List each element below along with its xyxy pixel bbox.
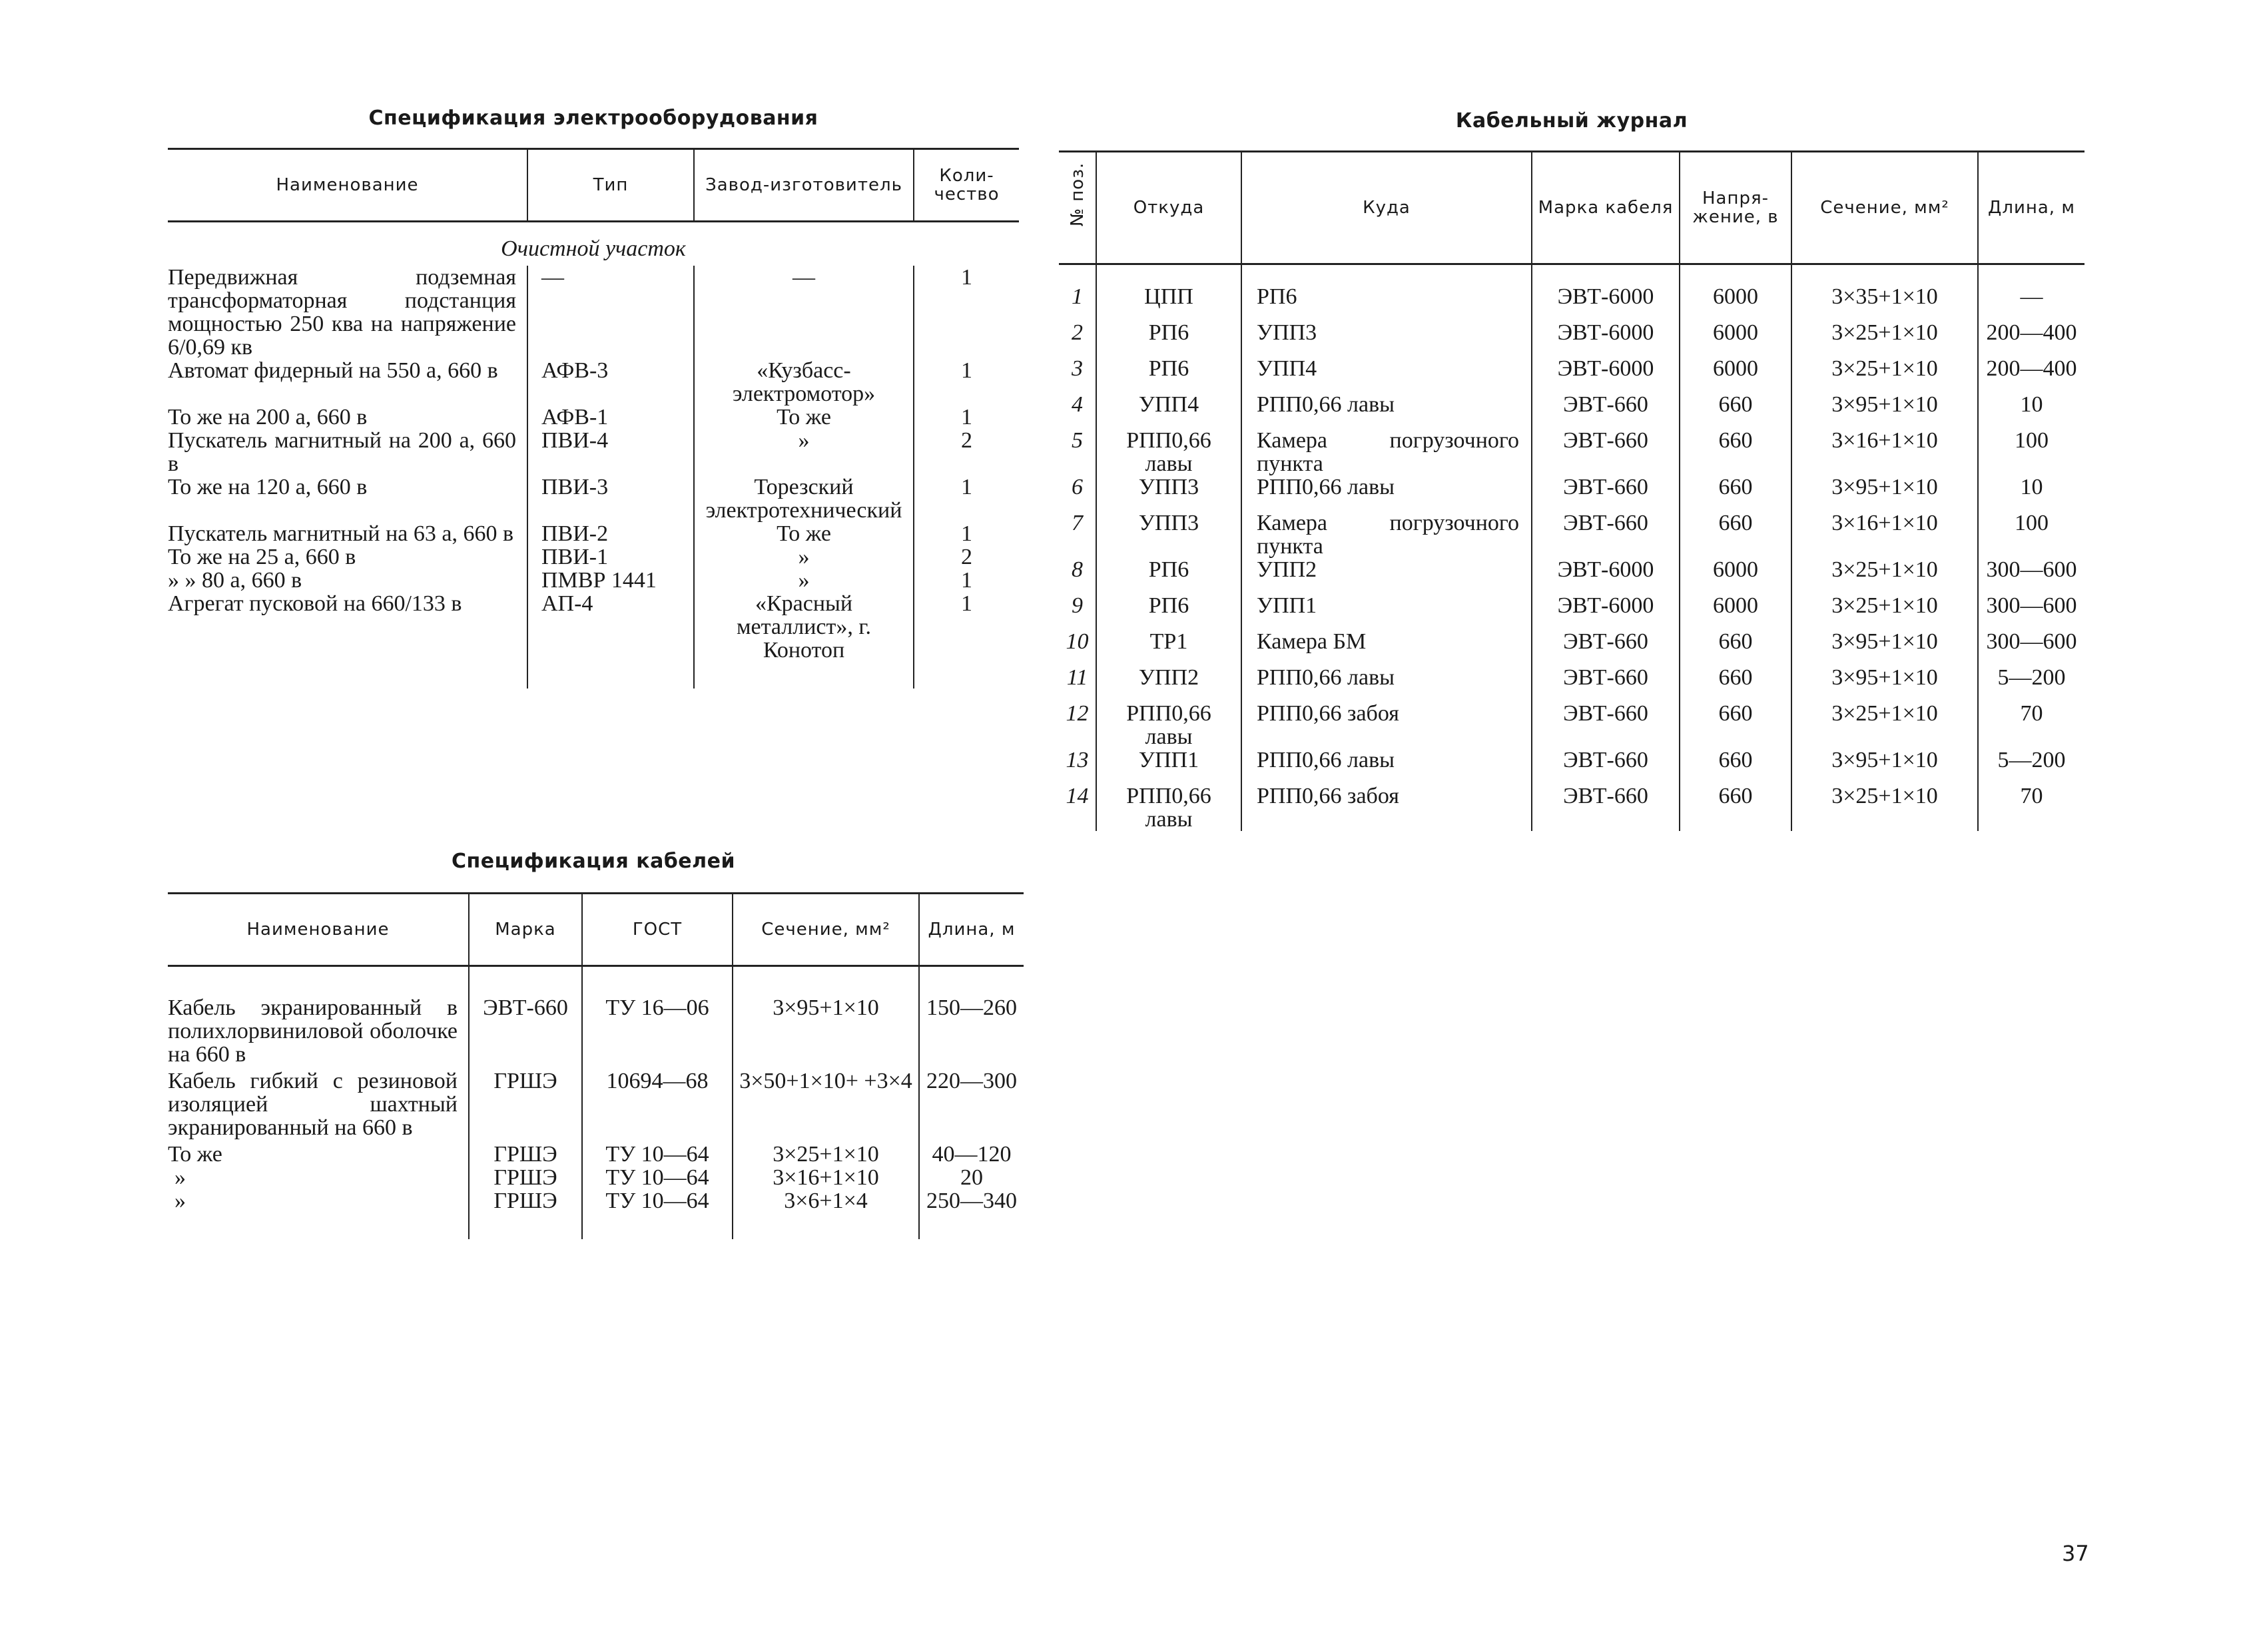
cell-pos: 8: [1072, 557, 1083, 582]
cell-to: РП6: [1241, 285, 1532, 321]
cell-voltage: 660: [1680, 511, 1791, 558]
spacer-cell: [1791, 264, 1978, 286]
table-row: [1059, 558, 2084, 594]
cell-type: ПМВР 1441: [527, 569, 694, 592]
cell-voltage: 660: [1680, 748, 1791, 784]
cell-name: »: [174, 1165, 186, 1190]
cable-journal-title: Кабельный журнал: [1455, 109, 1688, 133]
spacer-cell: [1532, 264, 1680, 286]
table-row: [168, 1069, 1024, 1143]
cell-name: Передвижная подземная трансформаторная подстанция мощностью 250 ква на напряжение 6/0,69 кв: [168, 265, 516, 360]
col-header-section: Сечение, мм²: [733, 894, 919, 966]
cable-spec-table: [168, 892, 1024, 1239]
cell-brand: ЭВТ-6000: [1532, 594, 1680, 630]
section-heading: Очистной участок: [501, 236, 686, 261]
table-row: [1059, 666, 2084, 702]
cell-pos: 9: [1072, 593, 1083, 618]
table-row: [168, 522, 1019, 545]
cell-brand: ЭВТ-660: [1532, 784, 1680, 831]
spacer-cell: [1096, 264, 1241, 286]
cell-from: РП6: [1096, 594, 1241, 630]
cell-voltage: 6000: [1680, 558, 1791, 594]
spacer-cell: [168, 662, 527, 688]
cell-section: 3×95+1×10: [1791, 666, 1978, 702]
cell-maker: «Кузбасс-электромотор»: [694, 359, 914, 406]
table-row: [168, 359, 1019, 406]
cell-voltage: 660: [1680, 702, 1791, 748]
table-row: [1059, 285, 2084, 321]
cell-length: 5—200: [1978, 666, 2084, 702]
table-row: [168, 475, 1019, 522]
col-header-name: Наименование: [168, 149, 527, 222]
spacer-cell: [694, 662, 914, 688]
col-header-section: Сечение, мм²: [1791, 152, 1978, 264]
cell-section: 3×95+1×10: [733, 996, 919, 1069]
cell-pos: 3: [1072, 356, 1083, 381]
cell-pos: 13: [1066, 748, 1089, 772]
cell-qty: 1: [914, 592, 1019, 662]
cell-length: 300—600: [1978, 594, 2084, 630]
cell-length: 300—600: [1978, 558, 2084, 594]
cell-to: УПП4: [1241, 357, 1532, 393]
spacer-cell: [168, 1213, 469, 1239]
cell-length: 300—600: [1978, 630, 2084, 666]
spacer-cell: [919, 1213, 1024, 1239]
cell-brand: ЭВТ-660: [1532, 475, 1680, 511]
spacer-cell: [1680, 264, 1791, 286]
cell-length: 220—300: [919, 1069, 1024, 1143]
cell-brand: ЭВТ-6000: [1532, 558, 1680, 594]
cell-from: РП6: [1096, 558, 1241, 594]
cable-journal-table: [1059, 150, 2084, 831]
cell-section: 3×25+1×10: [733, 1143, 919, 1166]
cell-qty: 1: [914, 475, 1019, 522]
table-row: [1059, 429, 2084, 475]
cell-maker: Торезский электротехнический: [694, 475, 914, 522]
table-row: [168, 545, 1019, 569]
table-row: [1059, 475, 2084, 511]
cell-to: РПП0,66 лавы: [1241, 666, 1532, 702]
cell-name: Автомат фидерный на 550 а, 660 в: [168, 358, 498, 383]
cell-section: 3×25+1×10: [1791, 702, 1978, 748]
cell-type: ПВИ-1: [527, 545, 694, 569]
cell-voltage: 6000: [1680, 594, 1791, 630]
cell-brand: ГРШЭ: [469, 1189, 582, 1213]
cell-qty: 1: [914, 569, 1019, 592]
page-number: 37: [2062, 1541, 2089, 1566]
table-spacer-row: [1059, 264, 2084, 286]
cell-brand: ЭВТ-660: [1532, 748, 1680, 784]
table-row: [1059, 630, 2084, 666]
cell-voltage: 660: [1680, 393, 1791, 429]
cell-gost: ТУ 10—64: [582, 1189, 733, 1213]
cell-from: ЦПП: [1096, 285, 1241, 321]
cell-voltage: 660: [1680, 475, 1791, 511]
cell-brand: ЭВТ-660: [1532, 666, 1680, 702]
cable-journal-table-wrap: [1059, 150, 2084, 831]
cell-length: 5—200: [1978, 748, 2084, 784]
cell-name: Кабель экранированный в полихлорвиниловой оболочке на 660 в: [168, 995, 458, 1067]
cell-voltage: 660: [1680, 666, 1791, 702]
col-header-from: Откуда: [1096, 152, 1241, 264]
table-row: [168, 429, 1019, 475]
cell-name: Кабель гибкий с резиновой изоляцией шахтный экранированный на 660 в: [168, 1069, 458, 1140]
cell-from: УПП2: [1096, 666, 1241, 702]
spacer-cell: [527, 662, 694, 688]
table-row: [1059, 784, 2084, 831]
col-header-name: Наименование: [168, 894, 469, 966]
cell-section: 3×35+1×10: [1791, 285, 1978, 321]
cell-length: 100: [1978, 429, 2084, 475]
col-header-to: Куда: [1241, 152, 1532, 264]
cell-section: 3×25+1×10: [1791, 321, 1978, 357]
cable-spec-table-wrap: [168, 892, 1024, 1239]
cell-type: АФВ-3: [527, 359, 694, 406]
spacer-cell: [733, 1213, 919, 1239]
cell-brand: ЭВТ-660: [1532, 702, 1680, 748]
spacer-cell: [469, 966, 582, 997]
cell-voltage: 6000: [1680, 357, 1791, 393]
cell-type: ПВИ-3: [527, 475, 694, 522]
cell-from: РПП0,66 лавы: [1096, 784, 1241, 831]
spacer-cell: [919, 966, 1024, 997]
col-header-qty: Коли-чество: [914, 149, 1019, 222]
cell-name: » » 80 а, 660 в: [168, 568, 302, 593]
cell-brand: ЭВТ-6000: [1532, 285, 1680, 321]
cell-section: 3×16+1×10: [1791, 429, 1978, 475]
cell-length: —: [1978, 285, 2084, 321]
table-row: [168, 996, 1024, 1069]
col-header-length: Длина, м: [919, 894, 1024, 966]
cell-section: 3×25+1×10: [1791, 558, 1978, 594]
table-row: [1059, 748, 2084, 784]
table-row: [1059, 321, 2084, 357]
cell-voltage: 660: [1680, 429, 1791, 475]
cell-brand: ЭВТ-660: [1532, 429, 1680, 475]
pos-header-text: № поз.: [1068, 162, 1088, 226]
cell-section: 3×95+1×10: [1791, 393, 1978, 429]
spacer-cell: [1059, 264, 1096, 286]
cell-name: То же на 120 а, 660 в: [168, 475, 368, 499]
table-row: [168, 406, 1019, 429]
cell-brand: ГРШЭ: [469, 1166, 582, 1189]
cell-name: Пускатель магнитный на 200 а, 660 в: [168, 428, 516, 476]
spacer-cell: [469, 1213, 582, 1239]
cell-maker: »: [694, 569, 914, 592]
cell-to: РПП0,66 лавы: [1241, 475, 1532, 511]
cell-length: 250—340: [919, 1189, 1024, 1213]
cell-pos: 14: [1066, 784, 1089, 808]
cell-gost: ТУ 10—64: [582, 1166, 733, 1189]
spacer-cell: [733, 966, 919, 997]
col-header-gost: ГОСТ: [582, 894, 733, 966]
cell-section: 3×50+1×10+ +3×4: [733, 1069, 919, 1143]
table-spacer-row: [168, 662, 1019, 688]
cell-to: РПП0,66 забоя: [1241, 702, 1532, 748]
cell-brand: ГРШЭ: [469, 1143, 582, 1166]
cell-to: Камера БМ: [1241, 630, 1532, 666]
cell-length: 40—120: [919, 1143, 1024, 1166]
equipment-spec-title: Спецификация электрооборудования: [368, 107, 818, 130]
cell-section: 3×16+1×10: [1791, 511, 1978, 558]
spacer-cell: [1978, 264, 2084, 286]
cell-to: РПП0,66 забоя: [1241, 784, 1532, 831]
table-row: [1059, 702, 2084, 748]
cell-maker: »: [694, 545, 914, 569]
cell-name: »: [174, 1189, 186, 1213]
cell-from: РПП0,66 лавы: [1096, 429, 1241, 475]
cell-length: 100: [1978, 511, 2084, 558]
cell-brand: ЭВТ-660: [1532, 511, 1680, 558]
cell-qty: 1: [914, 359, 1019, 406]
cell-qty: 1: [914, 522, 1019, 545]
col-header-pos: [1059, 152, 1096, 264]
spacer-cell: [582, 966, 733, 997]
col-header-type: Тип: [527, 149, 694, 222]
cell-length: 200—400: [1978, 321, 2084, 357]
cell-length: 150—260: [919, 996, 1024, 1069]
cell-to: УПП2: [1241, 558, 1532, 594]
cell-pos: 4: [1072, 392, 1083, 417]
cell-type: АП-4: [527, 592, 694, 662]
cell-gost: 10694—68: [582, 1069, 733, 1143]
cell-brand: ЭВТ-6000: [1532, 321, 1680, 357]
cell-name: То же на 200 а, 660 в: [168, 405, 368, 429]
cell-qty: 2: [914, 429, 1019, 475]
col-header-maker: Завод-изготовитель: [694, 149, 914, 222]
table-spacer-row: [168, 1213, 1024, 1239]
spacer-cell: [1241, 264, 1532, 286]
cell-gost: ТУ 16—06: [582, 996, 733, 1069]
cell-from: РП6: [1096, 321, 1241, 357]
cell-type: —: [527, 266, 694, 359]
table-row: [168, 266, 1019, 359]
cell-to: УПП1: [1241, 594, 1532, 630]
cell-pos: 12: [1066, 701, 1089, 726]
cell-to: Камера погрузочного пункта: [1241, 429, 1532, 475]
table-row: [168, 592, 1019, 662]
cell-maker: То же: [694, 406, 914, 429]
cell-section: 3×6+1×4: [733, 1189, 919, 1213]
col-header-voltage: Напря-жение, в: [1680, 152, 1791, 264]
col-header-brand: Марка кабеля: [1532, 152, 1680, 264]
table-row: [168, 1189, 1024, 1213]
cell-maker: »: [694, 429, 914, 475]
spacer-cell: [914, 662, 1019, 688]
cell-pos: 6: [1072, 475, 1083, 499]
cell-section: 3×16+1×10: [733, 1166, 919, 1189]
cell-length: 70: [1978, 784, 2084, 831]
cell-from: ТР1: [1096, 630, 1241, 666]
table-spacer-row: [168, 966, 1024, 997]
cell-length: 70: [1978, 702, 2084, 748]
cell-section: 3×25+1×10: [1791, 594, 1978, 630]
cable-spec-title: Спецификация кабелей: [452, 850, 735, 873]
cell-type: АФВ-1: [527, 406, 694, 429]
cell-brand: ЭВТ-660: [1532, 630, 1680, 666]
cell-pos: 2: [1072, 320, 1083, 345]
table-row: [1059, 393, 2084, 429]
table-row: [1059, 594, 2084, 630]
cell-section: 3×95+1×10: [1791, 475, 1978, 511]
cell-pos: 5: [1072, 428, 1083, 453]
cell-qty: 1: [914, 266, 1019, 359]
cell-to: РПП0,66 лавы: [1241, 748, 1532, 784]
cell-voltage: 660: [1680, 784, 1791, 831]
table-row: [168, 1143, 1024, 1166]
cell-from: УПП3: [1096, 475, 1241, 511]
col-header-brand: Марка: [469, 894, 582, 966]
cell-length: 10: [1978, 475, 2084, 511]
cell-brand: ГРШЭ: [469, 1069, 582, 1143]
cell-qty: 2: [914, 545, 1019, 569]
cell-section: 3×25+1×10: [1791, 784, 1978, 831]
cell-pos: 10: [1066, 629, 1089, 654]
spacer-cell: [168, 966, 469, 997]
cell-type: ПВИ-4: [527, 429, 694, 475]
cell-maker: «Красный металлист», г. Конотоп: [694, 592, 914, 662]
cell-qty: 1: [914, 406, 1019, 429]
cell-from: УПП3: [1096, 511, 1241, 558]
cell-pos: 7: [1072, 511, 1083, 535]
cell-to: Камера погрузочного пункта: [1241, 511, 1532, 558]
cell-to: УПП3: [1241, 321, 1532, 357]
cell-name: То же на 25 а, 660 в: [168, 545, 356, 569]
cell-brand: ЭВТ-6000: [1532, 357, 1680, 393]
cell-from: РП6: [1096, 357, 1241, 393]
cell-maker: То же: [694, 522, 914, 545]
table-row: [168, 569, 1019, 592]
table-row: [168, 1166, 1024, 1189]
cell-section: 3×95+1×10: [1791, 630, 1978, 666]
cell-type: ПВИ-2: [527, 522, 694, 545]
cell-brand: ЭВТ-660: [1532, 393, 1680, 429]
equipment-spec-table-wrap: [168, 148, 1019, 688]
table-row: [1059, 357, 2084, 393]
cell-pos: 1: [1072, 284, 1083, 309]
cell-from: УПП4: [1096, 393, 1241, 429]
cell-gost: ТУ 10—64: [582, 1143, 733, 1166]
spacer-cell: [582, 1213, 733, 1239]
cell-from: УПП1: [1096, 748, 1241, 784]
cell-name: Агрегат пусковой на 660/133 в: [168, 591, 462, 616]
cell-voltage: 6000: [1680, 285, 1791, 321]
col-header-length: Длина, м: [1978, 152, 2084, 264]
cell-from: РПП0,66 лавы: [1096, 702, 1241, 748]
equipment-spec-table: [168, 148, 1019, 688]
cell-length: 20: [919, 1166, 1024, 1189]
cell-length: 200—400: [1978, 357, 2084, 393]
cell-maker: —: [694, 266, 914, 359]
cell-to: РПП0,66 лавы: [1241, 393, 1532, 429]
table-row: [1059, 511, 2084, 558]
cell-name: То же: [168, 1142, 222, 1167]
cell-voltage: 660: [1680, 630, 1791, 666]
cell-brand: ЭВТ-660: [469, 996, 582, 1069]
cell-length: 10: [1978, 393, 2084, 429]
cell-voltage: 6000: [1680, 321, 1791, 357]
cell-section: 3×95+1×10: [1791, 748, 1978, 784]
cell-pos: 11: [1066, 665, 1088, 690]
cell-section: 3×25+1×10: [1791, 357, 1978, 393]
cell-name: Пускатель магнитный на 63 а, 660 в: [168, 521, 514, 546]
